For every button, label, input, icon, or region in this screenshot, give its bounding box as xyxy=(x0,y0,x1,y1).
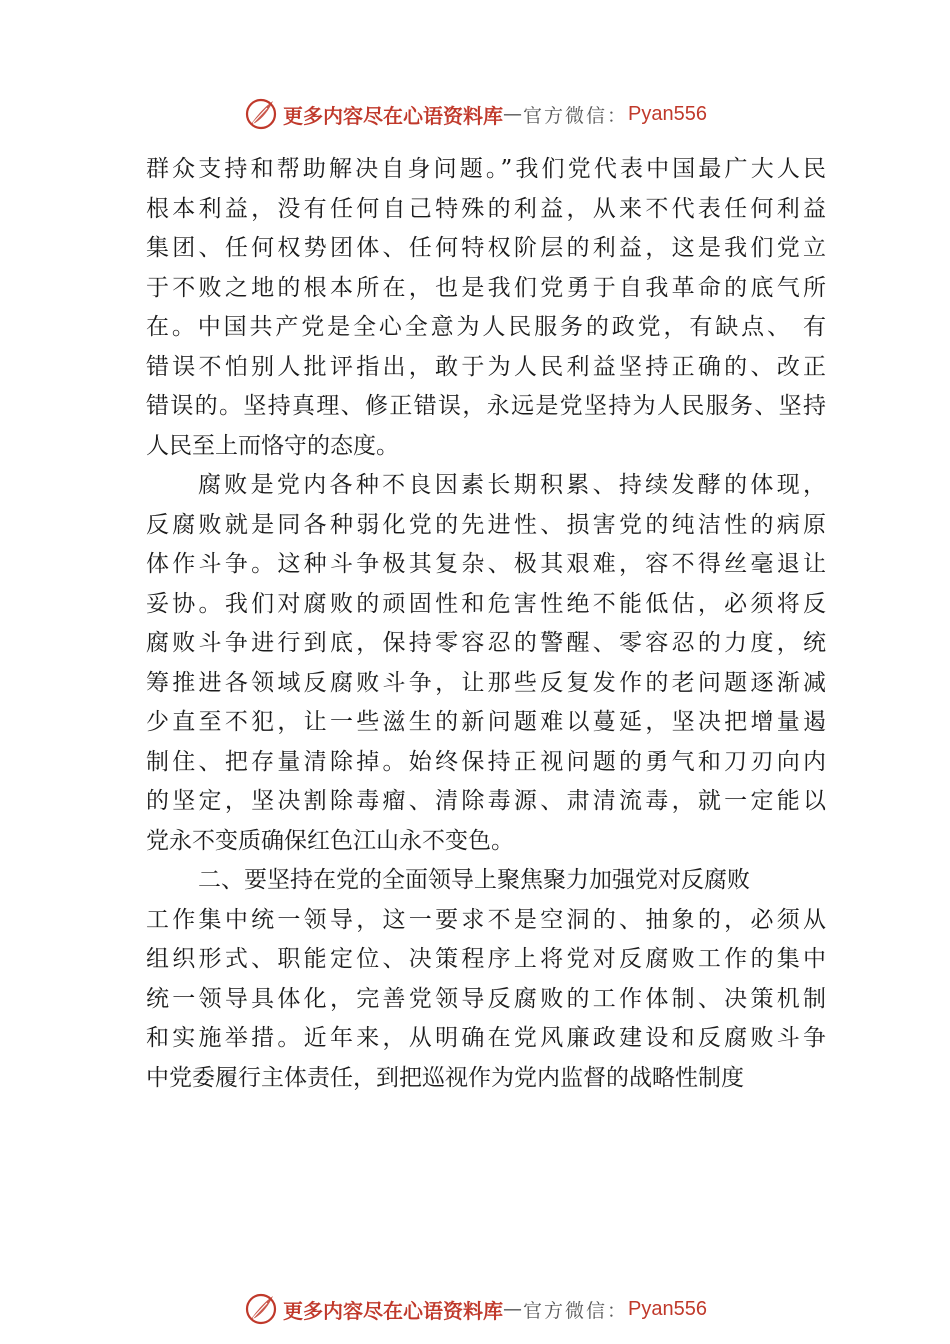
footer-brand: 更多内容尽在心语资料库 xyxy=(283,1298,503,1323)
quill-logo-icon xyxy=(243,1291,279,1327)
quill-logo-icon xyxy=(243,96,279,132)
document-body xyxy=(146,150,826,1098)
text-line: 人民至上而恪守的态度。 xyxy=(146,432,399,459)
paragraph-1 xyxy=(146,150,826,466)
text-line: 制住、把存量清除掉。始终保持正视问题的勇气和刀刃向内 xyxy=(146,748,826,775)
footer-wechat-label: 官方微信： xyxy=(523,1299,629,1322)
text-line: 腐败斗争进行到底，保持零容忍的警醒、零容忍的力度，统 xyxy=(146,630,826,656)
header-separator: — xyxy=(503,103,523,125)
text-line: 错误的。坚持真理、修正错误，永远是党坚持为人民服务、坚持 xyxy=(146,393,826,419)
text-line: 体作斗争。这种斗争极其复杂、极其艰难，容不得丝毫退让 xyxy=(146,551,826,577)
text-line: 群众支持和帮助解决自身问题。”我们党代表中国最广大人民 xyxy=(146,156,826,182)
header-banner xyxy=(0,94,950,134)
paragraph-3 xyxy=(146,861,826,1098)
paragraph-2 xyxy=(146,466,826,861)
text-line: 在。中国共产党是全心全意为人民服务的政党，有缺点、 有 xyxy=(146,314,826,340)
text-line: 党永不变质确保红色江山永不变色。 xyxy=(146,827,514,854)
text-line: 统一领导具体化，完善党领导反腐败的工作体制、决策机制 xyxy=(146,985,826,1012)
footer-separator: — xyxy=(503,1298,523,1320)
text-line: 的坚定，坚决割除毒瘤、清除毒源、肃清流毒，就一定能以 xyxy=(146,788,826,814)
text-line: 筹推进各领域反腐败斗争，让那些反复发作的老问题逐渐减 xyxy=(146,669,826,696)
text-line: 于不败之地的根本所在，也是我们党勇于自我革命的底气所 xyxy=(146,274,826,301)
header-wechat-id: Pyan556 xyxy=(628,102,707,125)
header-brand: 更多内容尽在心语资料库 xyxy=(283,103,503,128)
text-line: 集团、任何权势团体、任何特权阶层的利益，这是我们党立 xyxy=(146,235,826,261)
text-line: 反腐败就是同各种弱化党的先进性、损害党的纯洁性的病原 xyxy=(146,511,826,538)
text-line: 腐败是党内各种不良因素长期积累、持续发酵的体现， xyxy=(198,472,826,498)
header-wechat-label: 官方微信： xyxy=(523,104,629,127)
text-line: 根本利益，没有任何自己特殊的利益，从来不代表任何利益 xyxy=(146,195,826,222)
footer-banner xyxy=(0,1289,950,1329)
text-line: 工作集中统一领导，这一要求不是空洞的、抽象的，必须从 xyxy=(146,906,826,933)
text-line: 和实施举措。近年来，从明确在党风廉政建设和反腐败斗争 xyxy=(146,1025,826,1051)
text-line: 组织形式、职能定位、决策程序上将党对反腐败工作的集中 xyxy=(146,946,826,972)
text-line: 错误不怕别人批评指出，敢于为人民利益坚持正确的、改正 xyxy=(146,353,826,380)
footer-wechat-id: Pyan556 xyxy=(628,1297,707,1320)
text-line: 妥协。我们对腐败的顽固性和危害性绝不能低估，必须将反 xyxy=(146,590,826,617)
text-line: 少直至不犯，让一些滋生的新问题难以蔓延，坚决把增量遏 xyxy=(146,709,826,735)
text-line: 中党委履行主体责任，到把巡视作为党内监督的战略性制度 xyxy=(146,1064,744,1091)
text-line: 二、要坚持在党的全面领导上聚焦聚力加强党对反腐败 xyxy=(198,867,750,893)
